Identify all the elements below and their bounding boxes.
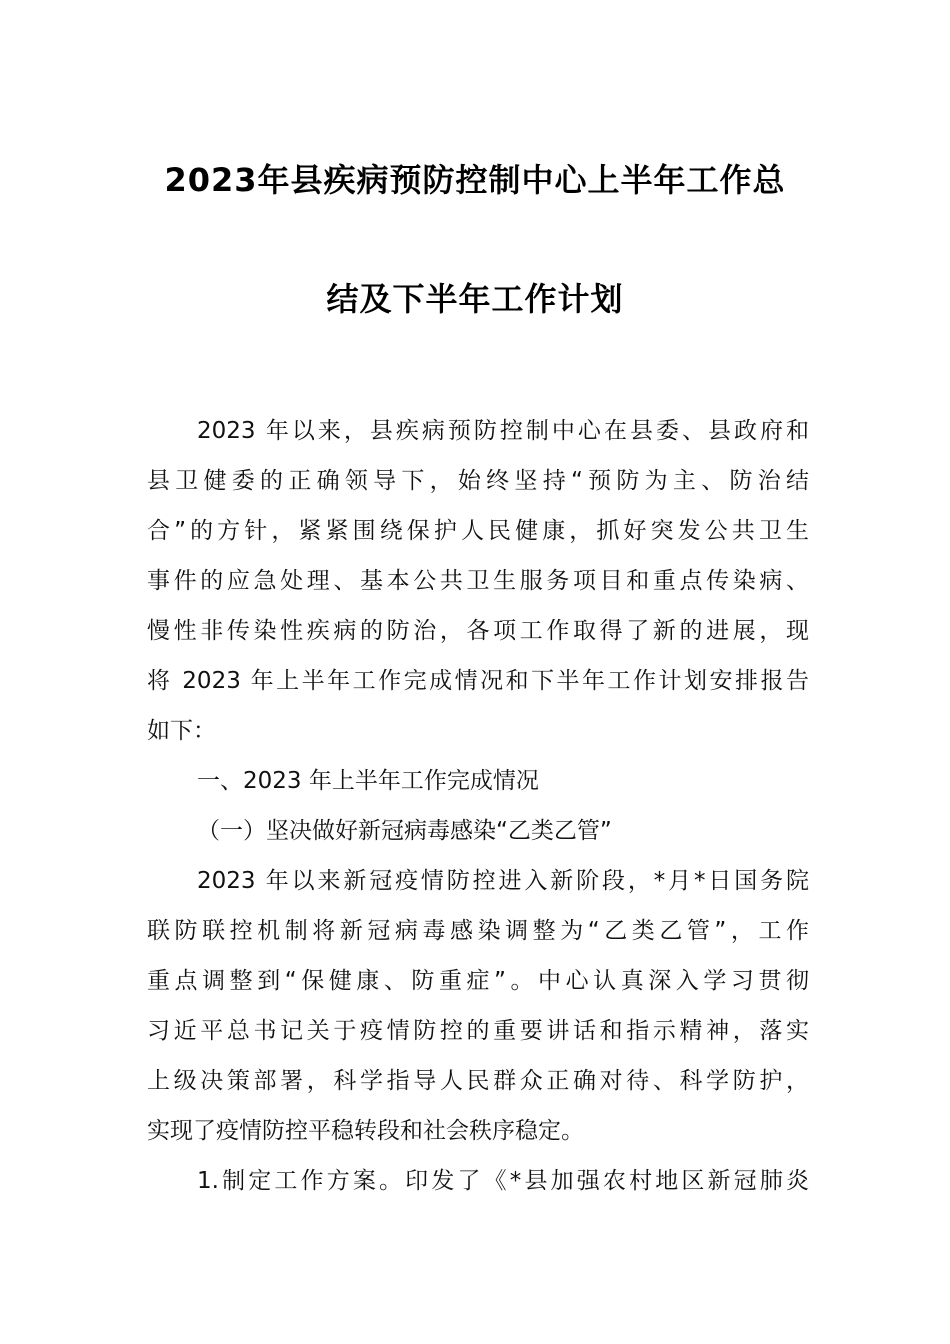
text-line: 合”的方针，紧紧围绕保护人民健康，抓好突发公共卫生: [147, 518, 809, 544]
paragraph-intro: [147, 406, 809, 756]
paragraph-plan: [147, 1156, 809, 1206]
text-line: 上级决策部署，科学指导人民群众正确对待、科学防护，: [147, 1068, 809, 1094]
text-line: 将 2023 年上半年工作完成情况和下半年工作计划安排报告: [147, 668, 809, 694]
text-line: 慢性非传染性疾病的防治，各项工作取得了新的进展，现: [147, 618, 809, 644]
text-line: 联防联控机制将新冠病毒感染调整为“乙类乙管”，工作: [147, 918, 809, 944]
text-line: 事件的应急处理、基本公共卫生服务项目和重点传染病、: [147, 568, 809, 594]
text-line: 1.制定工作方案。印发了《*县加强农村地区新冠肺炎: [197, 1168, 809, 1194]
text-line: 如下：: [147, 718, 216, 744]
text-line: 2023 年以来，县疾病预防控制中心在县委、县政府和: [197, 418, 809, 444]
text-line: 重点调整到“保健康、防重症”。中心认真深入学习贯彻: [147, 968, 809, 994]
paragraph-covid: [147, 856, 809, 1156]
text-line: （一）坚决做好新冠病毒感染“乙类乙管”: [197, 818, 612, 844]
document-title-line-2: 结及下半年工作计划: [326, 280, 624, 318]
section-heading: [147, 756, 809, 806]
text-line: 习近平总书记关于疫情防控的重要讲话和指示精神，落实: [147, 1018, 809, 1044]
document-title-line-1: 2023年县疾病预防控制中心上半年工作总: [164, 161, 786, 199]
text-line: 一、2023 年上半年工作完成情况: [197, 768, 539, 794]
text-line: 县卫健委的正确领导下，始终坚持“预防为主、防治结: [147, 468, 809, 494]
subsection-heading: [147, 806, 809, 856]
text-line: 实现了疫情防控平稳转段和社会秩序稳定。: [147, 1118, 584, 1144]
text-line: 2023 年以来新冠疫情防控进入新阶段，*月*日国务院: [197, 868, 809, 894]
